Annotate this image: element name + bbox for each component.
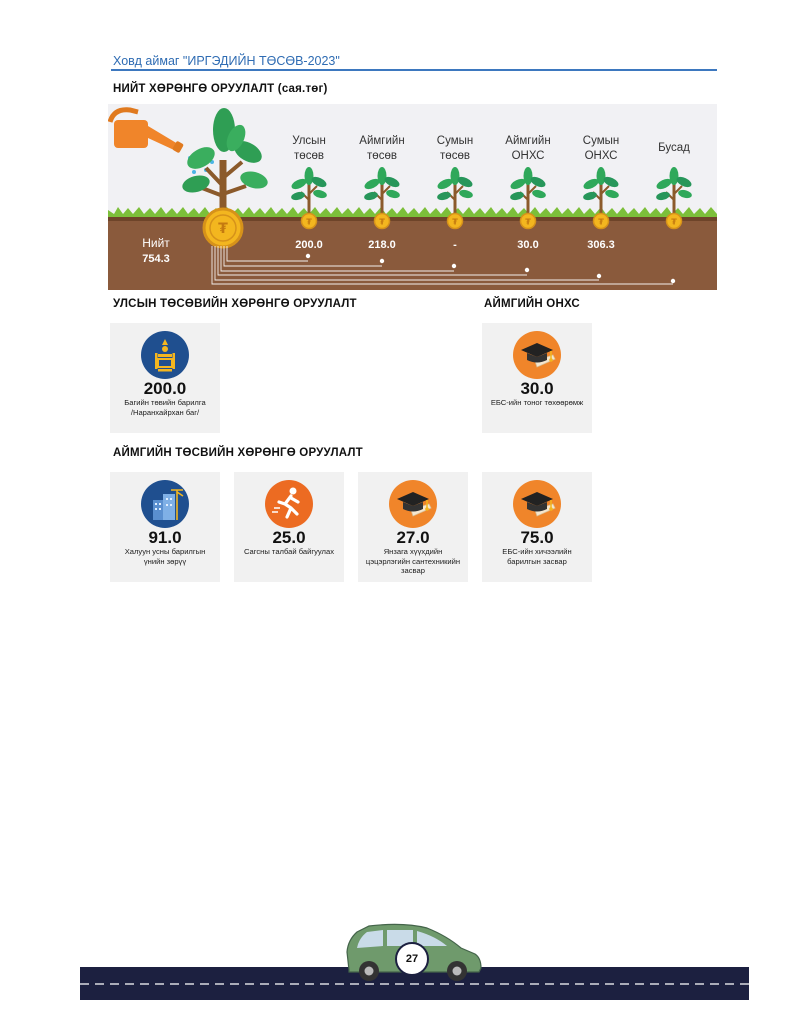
page-number: 27 [395,942,429,976]
column-label-line: Бусад [658,142,690,154]
column-value: 306.3 [587,239,615,251]
column-value: 218.0 [368,239,396,251]
card-value: 91.0 [148,528,182,547]
column-label-line: Улсын [292,135,326,147]
state-section-title: УЛСЫН ТӨСӨВИЙН ХӨРӨНГӨ ОРУУЛАЛТ [113,298,357,310]
card-desc-line: Багийн төвийн барилга [124,398,206,407]
card-desc [114,398,216,417]
total-label: Нийт [142,236,170,250]
card-value: 75.0 [520,528,554,547]
header-rule [111,69,717,71]
investment-banner [108,104,717,290]
state-card [110,323,220,433]
column-label [493,134,563,164]
card-desc-line: Халуун усны барилгын [124,547,206,556]
card-desc-line: үнийн зөрүү [143,556,187,566]
aimag-budget-section-title: АЙМГИЙН ТӨСВИЙН ХӨРӨНГӨ ОРУУЛАЛТ [113,447,363,459]
column-label [639,141,709,156]
svg-text:₮: ₮ [218,221,228,237]
big-coin-icon [204,209,242,247]
card-desc [114,547,216,566]
column-value: 30.0 [517,239,539,251]
graduation-cap-icon [513,331,561,379]
total-value: 754.3 [142,253,170,265]
card-desc [486,398,588,408]
header-title: Ховд аймаг "ИРГЭДИЙН ТӨСӨВ-2023" [113,54,340,68]
aimag-budget-card-2 [234,472,344,582]
card-value: 25.0 [272,528,306,547]
column-label-line: Сумын [582,135,620,147]
aimag-budget-card-1 [110,472,220,582]
column-label-line: төсөв [294,150,324,162]
svg-text:₮: ₮ [671,217,677,227]
card-desc [238,547,340,557]
aimag-onhs-section-title: АЙМГИЙН ОНХС [484,298,580,310]
soyombo-emblem-icon [141,331,189,379]
running-person-icon [265,480,313,528]
column-label [347,134,417,164]
aimag-onhs-card [482,323,592,433]
card-desc-line: ЕБС-ийн хичээлийн [502,547,572,556]
svg-text:₮: ₮ [452,217,458,227]
column-label-line: ОНХС [584,150,618,162]
card-value: 30.0 [520,379,554,398]
aimag-budget-card-4 [482,472,592,582]
column-label-line: Аймгийн [359,135,405,147]
card-desc-line: цэцэрлэгийн сантехникийн [365,556,461,566]
card-desc [486,547,588,566]
column-label-line: ОНХС [511,150,545,162]
card-desc [362,547,464,576]
column-label-line: Сумын [436,135,474,147]
card-desc-line: барилгын засвар [507,556,567,566]
graduation-cap-icon [389,480,437,528]
card-desc-line: Сагсны талбай байгуулах [243,547,335,556]
column-label-line: төсөв [367,150,397,162]
column-value: 200.0 [295,239,323,251]
svg-text:₮: ₮ [306,217,312,227]
column-label [420,134,490,164]
total-section-title: НИЙТ ХӨРӨНГӨ ОРУУЛАЛТ (сая.төг) [113,83,328,95]
card-value: 200.0 [143,379,187,398]
card-desc-line: /Наранхайрхан баг/ [130,407,200,417]
graduation-cap-icon [513,480,561,528]
card-value: 27.0 [396,528,430,547]
aimag-budget-card-3 [358,472,468,582]
column-label [274,134,344,164]
svg-text:₮: ₮ [598,217,604,227]
column-value: - [453,239,457,251]
card-desc-line: ЕБС-ийн тоног төхөөрөмж [490,398,584,407]
svg-text:₮: ₮ [525,217,531,227]
svg-text:₮: ₮ [379,217,385,227]
column-label [566,134,636,164]
column-label-line: төсөв [440,150,470,162]
building-construction-icon [141,480,189,528]
card-desc-line: засвар [401,566,425,575]
card-desc-line: Янзага хүүхдийн [383,547,443,556]
column-label-line: Аймгийн [505,135,551,147]
